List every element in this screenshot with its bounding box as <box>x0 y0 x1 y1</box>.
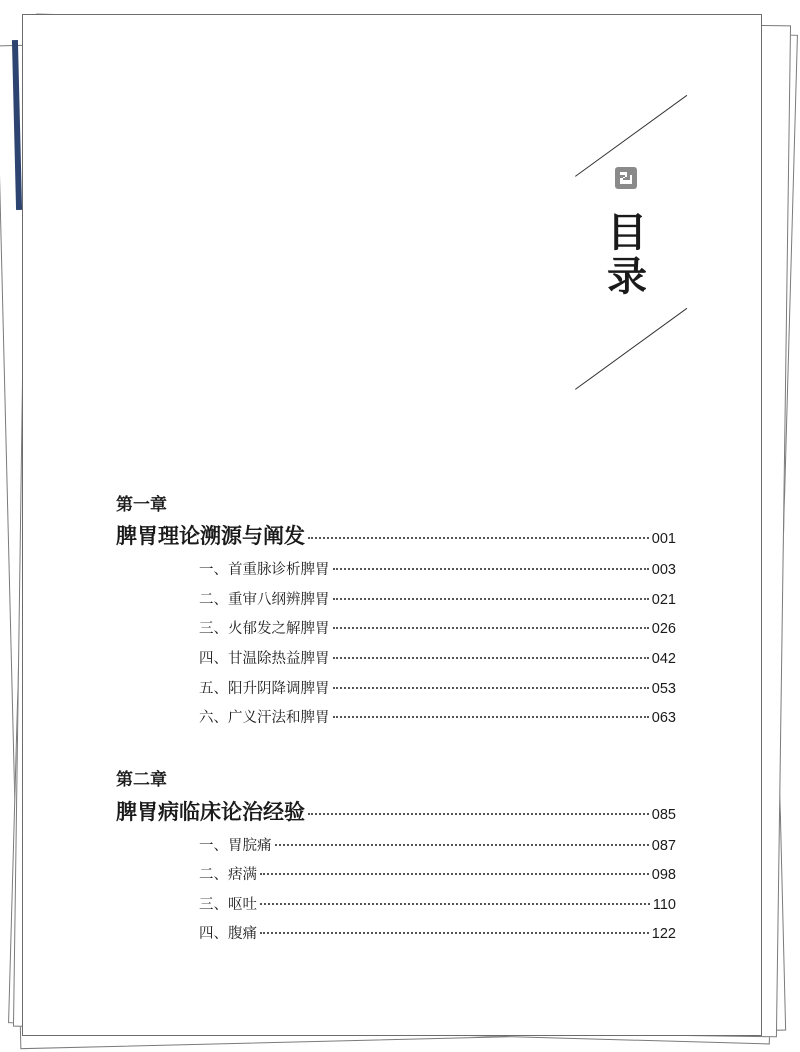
leader-dots <box>308 813 649 815</box>
chapter-1-page: 001 <box>651 531 676 547</box>
section-title: 四、腹痛 <box>199 926 257 942</box>
leader-dots <box>333 568 649 570</box>
toc-entry-2-2[interactable] <box>199 863 676 884</box>
section-page: 042 <box>651 651 676 667</box>
section-title: 五、阳升阴降调脾胃 <box>199 681 330 697</box>
toc-entry-2-3[interactable] <box>199 893 676 914</box>
section-title: 二、重审八纲辨脾胃 <box>199 592 330 608</box>
section-title: 一、胃脘痛 <box>199 838 272 854</box>
toc-entry-1-1[interactable] <box>199 558 676 579</box>
decor-line-top <box>575 95 687 177</box>
section-page: 063 <box>651 710 676 726</box>
section-page: 122 <box>651 926 676 942</box>
section-page: 098 <box>651 867 676 883</box>
toc-entry-2-1[interactable] <box>199 834 676 855</box>
chapter-1-title: 脾胃理论溯源与阐发 <box>116 523 305 548</box>
toc-entry-1-4[interactable] <box>199 647 676 668</box>
toc-page <box>22 14 762 1036</box>
section-title: 三、呕吐 <box>199 897 257 913</box>
chapter-1-entry[interactable] <box>116 520 676 550</box>
section-title: 一、首重脉诊析脾胃 <box>199 562 330 578</box>
section-title: 二、痞满 <box>199 867 257 883</box>
leader-dots <box>260 932 649 934</box>
title-char-2: 录 <box>607 253 647 300</box>
section-page: 053 <box>651 681 676 697</box>
toc-entry-1-5[interactable] <box>199 677 676 698</box>
leader-dots <box>333 687 649 689</box>
section-title: 三、火郁发之解脾胃 <box>199 621 330 637</box>
section-page: 003 <box>651 562 676 578</box>
seal-ornament-icon <box>615 167 637 189</box>
section-page: 021 <box>651 592 676 608</box>
section-title: 六、广义汗法和脾胃 <box>199 710 330 726</box>
section-page: 087 <box>651 838 676 854</box>
leader-dots <box>333 598 649 600</box>
leader-dots <box>333 627 649 629</box>
chapter-2-page: 085 <box>651 807 676 823</box>
toc-entry-2-4[interactable] <box>199 922 676 943</box>
leader-dots <box>333 657 649 659</box>
chapter-2-label: 第二章 <box>116 770 167 790</box>
leader-dots <box>275 844 649 846</box>
toc-entry-1-3[interactable] <box>199 617 676 638</box>
leader-dots <box>260 873 649 875</box>
section-title: 四、甘温除热益脾胃 <box>199 651 330 667</box>
chapter-2-entry[interactable] <box>116 796 676 826</box>
chapter-1-label: 第一章 <box>116 495 167 515</box>
decor-line-bottom <box>575 308 687 390</box>
page-title <box>605 211 649 299</box>
toc-entry-1-6[interactable] <box>199 706 676 727</box>
section-page: 110 <box>652 897 676 913</box>
chapter-2-title: 脾胃病临床论治经验 <box>116 799 305 824</box>
toc-entry-1-2[interactable] <box>199 588 676 609</box>
leader-dots <box>333 716 649 718</box>
leader-dots <box>260 903 650 905</box>
section-page: 026 <box>651 621 676 637</box>
title-char-1: 目 <box>607 209 647 256</box>
leader-dots <box>308 537 649 539</box>
